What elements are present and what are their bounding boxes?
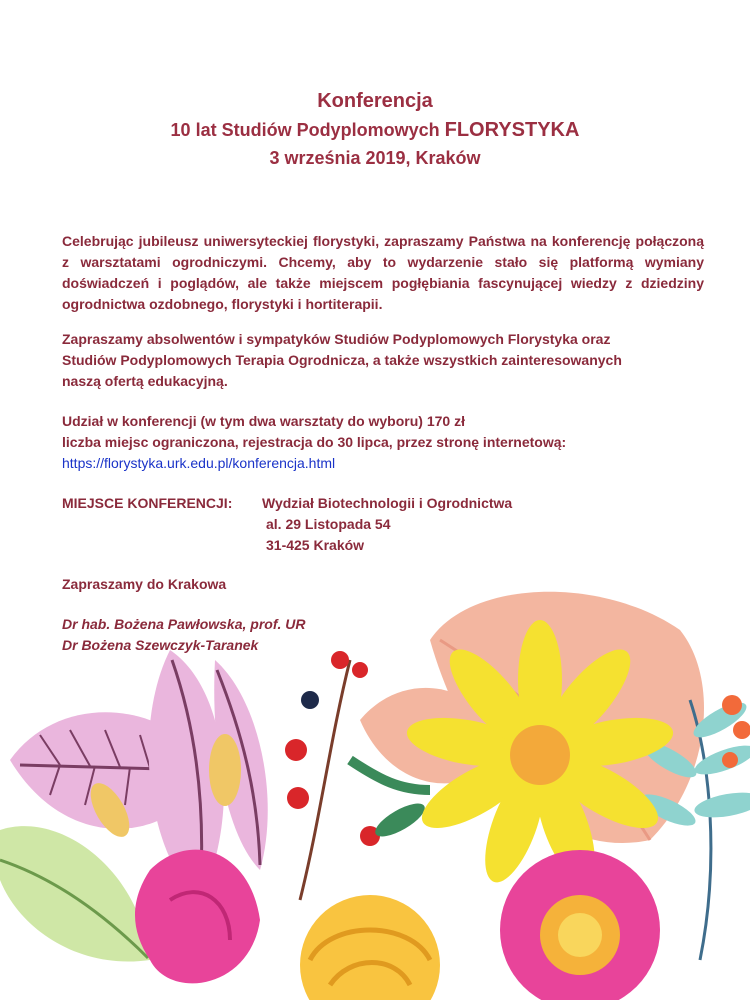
berry-branch [285, 651, 430, 900]
organizers [62, 614, 704, 656]
invitation-line: Zapraszamy absolwentów i sympatyków Studiów Podyplomowych Florystyka oraz [62, 331, 611, 347]
conference-date-place: 3 września 2019, Kraków [269, 148, 481, 168]
pink-rose-left [135, 850, 260, 984]
conference-title: Konferencja [317, 90, 433, 112]
registration-fee: Udział w konferencji (w tym dwa warsztaty do wyboru) 170 zł [62, 413, 465, 429]
invitation-line: Studiów Podyplomowych Terapia Ogrodnicza, a także wszystkich zainteresowanych [62, 352, 622, 368]
conference-subtitle [0, 116, 750, 144]
green-leaf-bottom-left [0, 826, 150, 961]
intro-paragraph: Celebrując jubileusz uniwersyteckiej florystyki, zapraszamy Państwa na konferencję połączoną z warsztatami ogrodniczymi. Chcemy, aby to wydarzenie stało się platformą wymiany doświadczeń i poglądów, ale także miejscem pogłębiania fascynującej wiedzy z dziedziny ogrodnictwa ozdobnego, florystyki i hortiterapii. [62, 233, 704, 312]
conference-header [0, 86, 750, 172]
invitation-line: naszą ofertą edukacyjną. [62, 373, 228, 389]
organizer-name: Dr hab. Bożena Pawłowska, prof. UR [62, 616, 306, 632]
venue-street: al. 29 Listopada 54 [266, 516, 391, 532]
registration-link[interactable]: https://florystyka.urk.edu.pl/konferencja.html [62, 455, 336, 471]
closing-line: Zapraszamy do Krakowa [62, 576, 227, 592]
venue-city: 31-425 Kraków [266, 537, 365, 553]
venue-name: Wydział Biotechnologii i Ogrodnictwa [262, 495, 513, 511]
registration-paragraph [62, 411, 704, 474]
registration-info: liczba miejsc ograniczona, rejestracja do 30 lipca, przez stronę internetową: [62, 434, 567, 450]
venue-block [62, 493, 704, 556]
venue-label: MIEJSCE KONFERENCJI: [62, 495, 233, 511]
venue-address [262, 493, 512, 556]
yellow-rose [300, 895, 440, 1000]
invitation-paragraph [62, 329, 704, 392]
organizer-name: Dr Bożena Szewczyk-Taranek [62, 637, 259, 653]
subtitle-prefix: 10 lat Studiów Podyplomowych [170, 120, 440, 140]
magenta-flower [500, 850, 660, 1000]
subtitle-emphasis: FLORYSTYKA [444, 119, 580, 141]
